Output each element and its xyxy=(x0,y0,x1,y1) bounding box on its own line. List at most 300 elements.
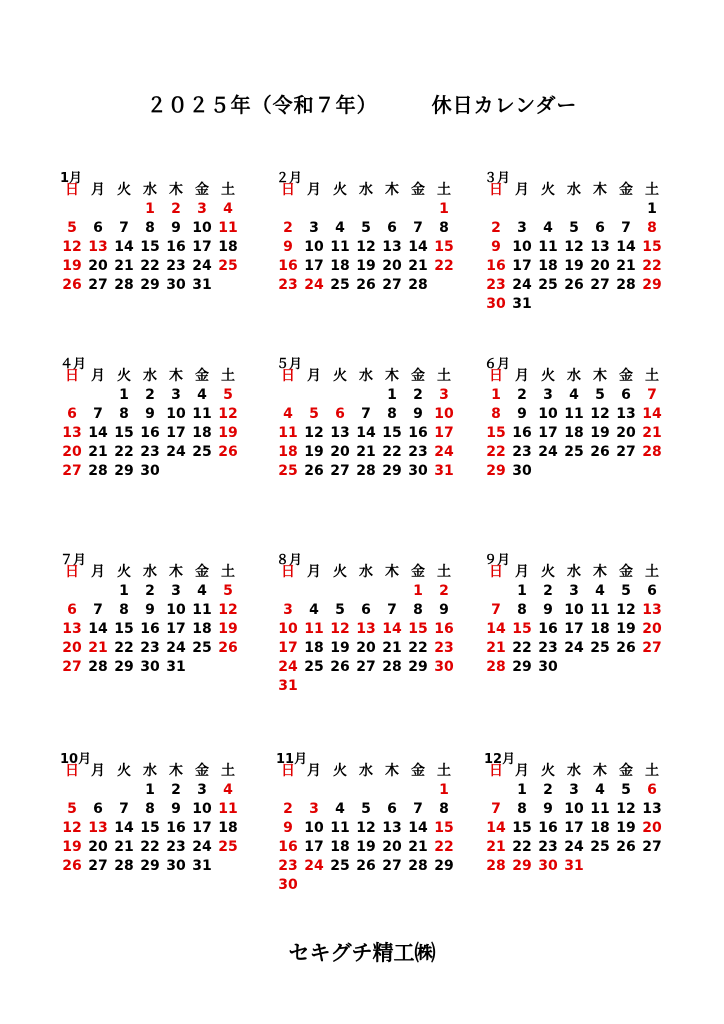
month-label: ９月 xyxy=(484,553,511,568)
day-cell: 28 xyxy=(88,463,108,479)
day-cell: 11 xyxy=(590,801,610,817)
day-cell: 18 xyxy=(590,621,610,637)
weekday-header: 金 xyxy=(411,368,425,384)
day-cell: 18 xyxy=(304,640,324,656)
day-cell: 13 xyxy=(642,801,662,817)
day-cell: 10 xyxy=(564,602,584,618)
day-cell: 25 xyxy=(590,839,610,855)
day-cell: 23 xyxy=(512,444,532,460)
day-cell: 17 xyxy=(564,621,584,637)
day-cell: 30 xyxy=(512,463,532,479)
day-cell: 11 xyxy=(330,239,350,255)
day-cell: 23 xyxy=(434,640,454,656)
day-cell: 2 xyxy=(171,782,181,798)
day-cell: 17 xyxy=(278,640,298,656)
day-cell: 22 xyxy=(114,444,134,460)
company-name: セキグチ精工㈱ xyxy=(288,941,436,965)
day-cell: 2 xyxy=(283,801,293,817)
day-cell: 2 xyxy=(543,583,553,599)
day-cell: 30 xyxy=(140,463,160,479)
day-cell: 16 xyxy=(166,239,186,255)
day-cell: 25 xyxy=(218,839,238,855)
weekday-header: 月 xyxy=(515,368,529,384)
day-cell: 6 xyxy=(93,801,103,817)
day-cell: 6 xyxy=(335,406,345,422)
day-cell: 18 xyxy=(278,444,298,460)
day-cell: 5 xyxy=(595,387,605,403)
weekday-header: 火 xyxy=(541,368,555,384)
day-cell: 29 xyxy=(642,277,662,293)
day-cell: 4 xyxy=(595,583,605,599)
day-cell: 8 xyxy=(517,602,527,618)
weekday-header: 金 xyxy=(195,368,209,384)
day-cell: 2 xyxy=(283,220,293,236)
day-cell: 6 xyxy=(647,782,657,798)
day-cell: 29 xyxy=(114,659,134,675)
day-cell: 20 xyxy=(62,444,82,460)
weekday-header: 火 xyxy=(117,182,131,198)
title-year: ２０２５年（令和７年） xyxy=(146,93,378,117)
title-subject: 休日カレンダー xyxy=(431,93,578,117)
day-cell: 17 xyxy=(538,425,558,441)
day-cell: 26 xyxy=(356,277,376,293)
day-cell: 4 xyxy=(335,220,345,236)
day-cell: 14 xyxy=(114,820,134,836)
day-cell: 13 xyxy=(330,425,350,441)
day-cell: 15 xyxy=(512,621,532,637)
weekday-header: 月 xyxy=(91,763,105,779)
day-cell: 5 xyxy=(67,801,77,817)
day-cell: 5 xyxy=(223,583,233,599)
day-cell: 21 xyxy=(486,839,506,855)
day-cell: 9 xyxy=(145,406,155,422)
day-cell: 16 xyxy=(434,621,454,637)
day-cell: 9 xyxy=(413,406,423,422)
day-cell: 23 xyxy=(486,277,506,293)
weekday-header: 木 xyxy=(169,182,183,198)
weekday-header: 水 xyxy=(143,182,157,198)
day-cell: 9 xyxy=(543,602,553,618)
day-cell: 17 xyxy=(564,820,584,836)
day-cell: 30 xyxy=(278,877,298,893)
day-cell: 13 xyxy=(590,239,610,255)
day-cell: 9 xyxy=(543,801,553,817)
day-cell: 16 xyxy=(278,839,298,855)
weekday-header: 水 xyxy=(567,182,581,198)
weekday-header: 木 xyxy=(169,763,183,779)
day-cell: 28 xyxy=(616,277,636,293)
day-cell: 1 xyxy=(413,583,423,599)
weekday-header: 火 xyxy=(333,564,347,580)
day-cell: 31 xyxy=(278,678,298,694)
day-cell: 20 xyxy=(62,640,82,656)
weekday-header: 月 xyxy=(307,368,321,384)
weekday-header: 水 xyxy=(143,763,157,779)
day-cell: 11 xyxy=(590,602,610,618)
weekday-header: 水 xyxy=(567,564,581,580)
weekday-header: 日 xyxy=(65,564,79,580)
day-cell: 12 xyxy=(330,621,350,637)
day-cell: 9 xyxy=(439,602,449,618)
day-cell: 21 xyxy=(382,640,402,656)
day-cell: 17 xyxy=(304,258,324,274)
weekday-header: 金 xyxy=(195,763,209,779)
day-cell: 31 xyxy=(512,296,532,312)
weekday-header: 金 xyxy=(619,564,633,580)
day-cell: 3 xyxy=(569,583,579,599)
day-cell: 6 xyxy=(93,220,103,236)
day-cell: 29 xyxy=(140,277,160,293)
day-cell: 27 xyxy=(382,277,402,293)
day-cell: 20 xyxy=(642,621,662,637)
day-cell: 1 xyxy=(647,201,657,217)
day-cell: 21 xyxy=(408,839,428,855)
day-cell: 2 xyxy=(145,583,155,599)
weekday-header: 月 xyxy=(307,564,321,580)
day-cell: 2 xyxy=(517,387,527,403)
day-cell: 13 xyxy=(356,621,376,637)
day-cell: 5 xyxy=(621,782,631,798)
day-cell: 4 xyxy=(197,387,207,403)
day-cell: 10 xyxy=(166,406,186,422)
day-cell: 23 xyxy=(140,640,160,656)
day-cell: 14 xyxy=(486,820,506,836)
day-cell: 6 xyxy=(621,387,631,403)
weekday-header: 土 xyxy=(221,763,235,779)
day-cell: 6 xyxy=(67,602,77,618)
day-cell: 10 xyxy=(512,239,532,255)
weekday-header: 木 xyxy=(593,564,607,580)
day-cell: 22 xyxy=(512,640,532,656)
day-cell: 24 xyxy=(564,640,584,656)
day-cell: 26 xyxy=(616,640,636,656)
weekday-header: 金 xyxy=(411,182,425,198)
day-cell: 19 xyxy=(616,621,636,637)
weekday-header: 火 xyxy=(333,763,347,779)
day-cell: 20 xyxy=(382,839,402,855)
day-cell: 14 xyxy=(408,239,428,255)
day-cell: 5 xyxy=(309,406,319,422)
day-cell: 10 xyxy=(166,602,186,618)
month-label: 12月 xyxy=(484,752,516,767)
day-cell: 3 xyxy=(283,602,293,618)
day-cell: 6 xyxy=(361,602,371,618)
day-cell: 26 xyxy=(356,858,376,874)
day-cell: 13 xyxy=(88,820,108,836)
day-cell: 27 xyxy=(590,277,610,293)
day-cell: 3 xyxy=(543,387,553,403)
weekday-header: 月 xyxy=(515,763,529,779)
weekday-header: 木 xyxy=(385,182,399,198)
weekday-header: 日 xyxy=(489,564,503,580)
day-cell: 3 xyxy=(171,387,181,403)
day-cell: 16 xyxy=(140,621,160,637)
day-cell: 6 xyxy=(387,801,397,817)
weekday-header: 水 xyxy=(359,368,373,384)
day-cell: 22 xyxy=(114,640,134,656)
weekday-header: 木 xyxy=(593,182,607,198)
weekday-header: 水 xyxy=(359,182,373,198)
month-label: 10月 xyxy=(60,752,92,767)
day-cell: 22 xyxy=(486,444,506,460)
day-cell: 23 xyxy=(538,640,558,656)
weekday-header: 火 xyxy=(541,182,555,198)
day-cell: 11 xyxy=(278,425,298,441)
day-cell: 14 xyxy=(616,239,636,255)
day-cell: 24 xyxy=(166,640,186,656)
day-cell: 20 xyxy=(616,425,636,441)
day-cell: 21 xyxy=(88,444,108,460)
day-cell: 29 xyxy=(486,463,506,479)
weekday-header: 日 xyxy=(65,763,79,779)
day-cell: 25 xyxy=(304,659,324,675)
day-cell: 26 xyxy=(218,444,238,460)
day-cell: 18 xyxy=(218,820,238,836)
day-cell: 23 xyxy=(140,444,160,460)
day-cell: 24 xyxy=(304,858,324,874)
day-cell: 16 xyxy=(140,425,160,441)
weekday-header: 水 xyxy=(143,564,157,580)
day-cell: 3 xyxy=(517,220,527,236)
day-cell: 9 xyxy=(145,602,155,618)
day-cell: 29 xyxy=(408,659,428,675)
day-cell: 27 xyxy=(356,659,376,675)
weekday-header: 火 xyxy=(333,182,347,198)
day-cell: 8 xyxy=(145,220,155,236)
weekday-header: 火 xyxy=(117,763,131,779)
day-cell: 19 xyxy=(218,621,238,637)
month-label: 11月 xyxy=(276,752,308,767)
day-cell: 9 xyxy=(283,820,293,836)
day-cell: 12 xyxy=(62,820,82,836)
day-cell: 7 xyxy=(413,801,423,817)
day-cell: 27 xyxy=(88,277,108,293)
day-cell: 15 xyxy=(512,820,532,836)
day-cell: 23 xyxy=(166,258,186,274)
day-cell: 23 xyxy=(278,277,298,293)
day-cell: 25 xyxy=(590,640,610,656)
day-cell: 25 xyxy=(192,444,212,460)
day-cell: 10 xyxy=(538,406,558,422)
day-cell: 3 xyxy=(171,583,181,599)
day-cell: 26 xyxy=(590,444,610,460)
day-cell: 16 xyxy=(408,425,428,441)
day-cell: 31 xyxy=(166,659,186,675)
day-cell: 12 xyxy=(218,602,238,618)
day-cell: 5 xyxy=(335,602,345,618)
day-cell: 29 xyxy=(114,463,134,479)
day-cell: 22 xyxy=(382,444,402,460)
day-cell: 19 xyxy=(590,425,610,441)
day-cell: 6 xyxy=(387,220,397,236)
day-cell: 11 xyxy=(538,239,558,255)
weekday-header: 火 xyxy=(333,368,347,384)
day-cell: 14 xyxy=(356,425,376,441)
weekday-header: 金 xyxy=(195,182,209,198)
weekday-header: 月 xyxy=(91,564,105,580)
day-cell: 14 xyxy=(114,239,134,255)
day-cell: 15 xyxy=(140,239,160,255)
day-cell: 8 xyxy=(517,801,527,817)
weekday-header: 日 xyxy=(281,763,295,779)
day-cell: 26 xyxy=(62,277,82,293)
day-cell: 22 xyxy=(642,258,662,274)
day-cell: 5 xyxy=(67,220,77,236)
day-cell: 25 xyxy=(564,444,584,460)
day-cell: 12 xyxy=(62,239,82,255)
day-cell: 27 xyxy=(616,444,636,460)
day-cell: 24 xyxy=(166,444,186,460)
day-cell: 8 xyxy=(439,801,449,817)
weekday-header: 土 xyxy=(645,368,659,384)
day-cell: 14 xyxy=(88,621,108,637)
day-cell: 19 xyxy=(304,444,324,460)
weekday-header: 日 xyxy=(65,182,79,198)
day-cell: 11 xyxy=(192,406,212,422)
day-cell: 4 xyxy=(543,220,553,236)
weekday-header: 月 xyxy=(91,368,105,384)
day-cell: 28 xyxy=(486,659,506,675)
weekday-header: 金 xyxy=(619,368,633,384)
day-cell: 3 xyxy=(309,220,319,236)
day-cell: 9 xyxy=(283,239,293,255)
day-cell: 14 xyxy=(88,425,108,441)
day-cell: 8 xyxy=(119,406,129,422)
day-cell: 29 xyxy=(512,858,532,874)
day-cell: 8 xyxy=(145,801,155,817)
day-cell: 31 xyxy=(192,858,212,874)
weekday-header: 月 xyxy=(91,182,105,198)
day-cell: 1 xyxy=(517,583,527,599)
day-cell: 7 xyxy=(413,220,423,236)
day-cell: 17 xyxy=(512,258,532,274)
day-cell: 12 xyxy=(356,239,376,255)
day-cell: 26 xyxy=(616,839,636,855)
day-cell: 18 xyxy=(564,425,584,441)
day-cell: 28 xyxy=(88,659,108,675)
day-cell: 9 xyxy=(171,220,181,236)
day-cell: 25 xyxy=(330,858,350,874)
day-cell: 22 xyxy=(140,839,160,855)
day-cell: 25 xyxy=(278,463,298,479)
day-cell: 25 xyxy=(218,258,238,274)
day-cell: 23 xyxy=(408,444,428,460)
day-cell: 25 xyxy=(192,640,212,656)
weekday-header: 日 xyxy=(65,368,79,384)
day-cell: 15 xyxy=(642,239,662,255)
day-cell: 3 xyxy=(197,782,207,798)
day-cell: 15 xyxy=(434,820,454,836)
day-cell: 19 xyxy=(356,258,376,274)
weekday-header: 木 xyxy=(385,564,399,580)
day-cell: 12 xyxy=(616,801,636,817)
day-cell: 24 xyxy=(304,277,324,293)
day-cell: 28 xyxy=(382,659,402,675)
day-cell: 28 xyxy=(114,858,134,874)
weekday-header: 木 xyxy=(385,763,399,779)
day-cell: 8 xyxy=(119,602,129,618)
day-cell: 27 xyxy=(330,463,350,479)
day-cell: 7 xyxy=(491,801,501,817)
day-cell: 1 xyxy=(491,387,501,403)
day-cell: 22 xyxy=(434,258,454,274)
month-label: ７月 xyxy=(60,553,87,568)
day-cell: 20 xyxy=(88,258,108,274)
day-cell: 11 xyxy=(304,621,324,637)
weekday-header: 水 xyxy=(359,763,373,779)
day-cell: 31 xyxy=(192,277,212,293)
day-cell: 29 xyxy=(434,858,454,874)
day-cell: 9 xyxy=(171,801,181,817)
day-cell: 21 xyxy=(486,640,506,656)
day-cell: 2 xyxy=(171,201,181,217)
weekday-header: 土 xyxy=(645,182,659,198)
day-cell: 21 xyxy=(616,258,636,274)
day-cell: 14 xyxy=(642,406,662,422)
day-cell: 21 xyxy=(642,425,662,441)
weekday-header: 水 xyxy=(359,564,373,580)
day-cell: 18 xyxy=(192,621,212,637)
month-label: ４月 xyxy=(60,357,87,372)
day-cell: 26 xyxy=(218,640,238,656)
day-cell: 6 xyxy=(67,406,77,422)
day-cell: 7 xyxy=(647,387,657,403)
day-cell: 24 xyxy=(512,277,532,293)
day-cell: 9 xyxy=(517,406,527,422)
day-cell: 19 xyxy=(356,839,376,855)
weekday-header: 日 xyxy=(489,182,503,198)
day-cell: 27 xyxy=(88,858,108,874)
day-cell: 12 xyxy=(564,239,584,255)
weekday-header: 土 xyxy=(221,564,235,580)
day-cell: 4 xyxy=(197,583,207,599)
day-cell: 8 xyxy=(647,220,657,236)
month-label: ２月 xyxy=(276,171,303,186)
day-cell: 28 xyxy=(642,444,662,460)
day-cell: 7 xyxy=(93,602,103,618)
weekday-header: 日 xyxy=(281,182,295,198)
day-cell: 4 xyxy=(223,201,233,217)
day-cell: 26 xyxy=(304,463,324,479)
day-cell: 1 xyxy=(119,387,129,403)
day-cell: 15 xyxy=(140,820,160,836)
day-cell: 2 xyxy=(491,220,501,236)
day-cell: 19 xyxy=(616,820,636,836)
day-cell: 9 xyxy=(491,239,501,255)
day-cell: 23 xyxy=(278,858,298,874)
day-cell: 3 xyxy=(197,201,207,217)
day-cell: 22 xyxy=(140,258,160,274)
day-cell: 7 xyxy=(119,801,129,817)
weekday-header: 金 xyxy=(619,182,633,198)
day-cell: 21 xyxy=(356,444,376,460)
day-cell: 13 xyxy=(62,425,82,441)
day-cell: 29 xyxy=(382,463,402,479)
day-cell: 10 xyxy=(564,801,584,817)
day-cell: 31 xyxy=(564,858,584,874)
day-cell: 30 xyxy=(486,296,506,312)
day-cell: 18 xyxy=(218,239,238,255)
day-cell: 1 xyxy=(145,782,155,798)
weekday-header: 火 xyxy=(117,564,131,580)
day-cell: 19 xyxy=(62,258,82,274)
day-cell: 30 xyxy=(538,858,558,874)
calendar-title xyxy=(0,89,724,118)
day-cell: 30 xyxy=(140,659,160,675)
day-cell: 19 xyxy=(62,839,82,855)
day-cell: 7 xyxy=(491,602,501,618)
month-label: ６月 xyxy=(484,357,511,372)
